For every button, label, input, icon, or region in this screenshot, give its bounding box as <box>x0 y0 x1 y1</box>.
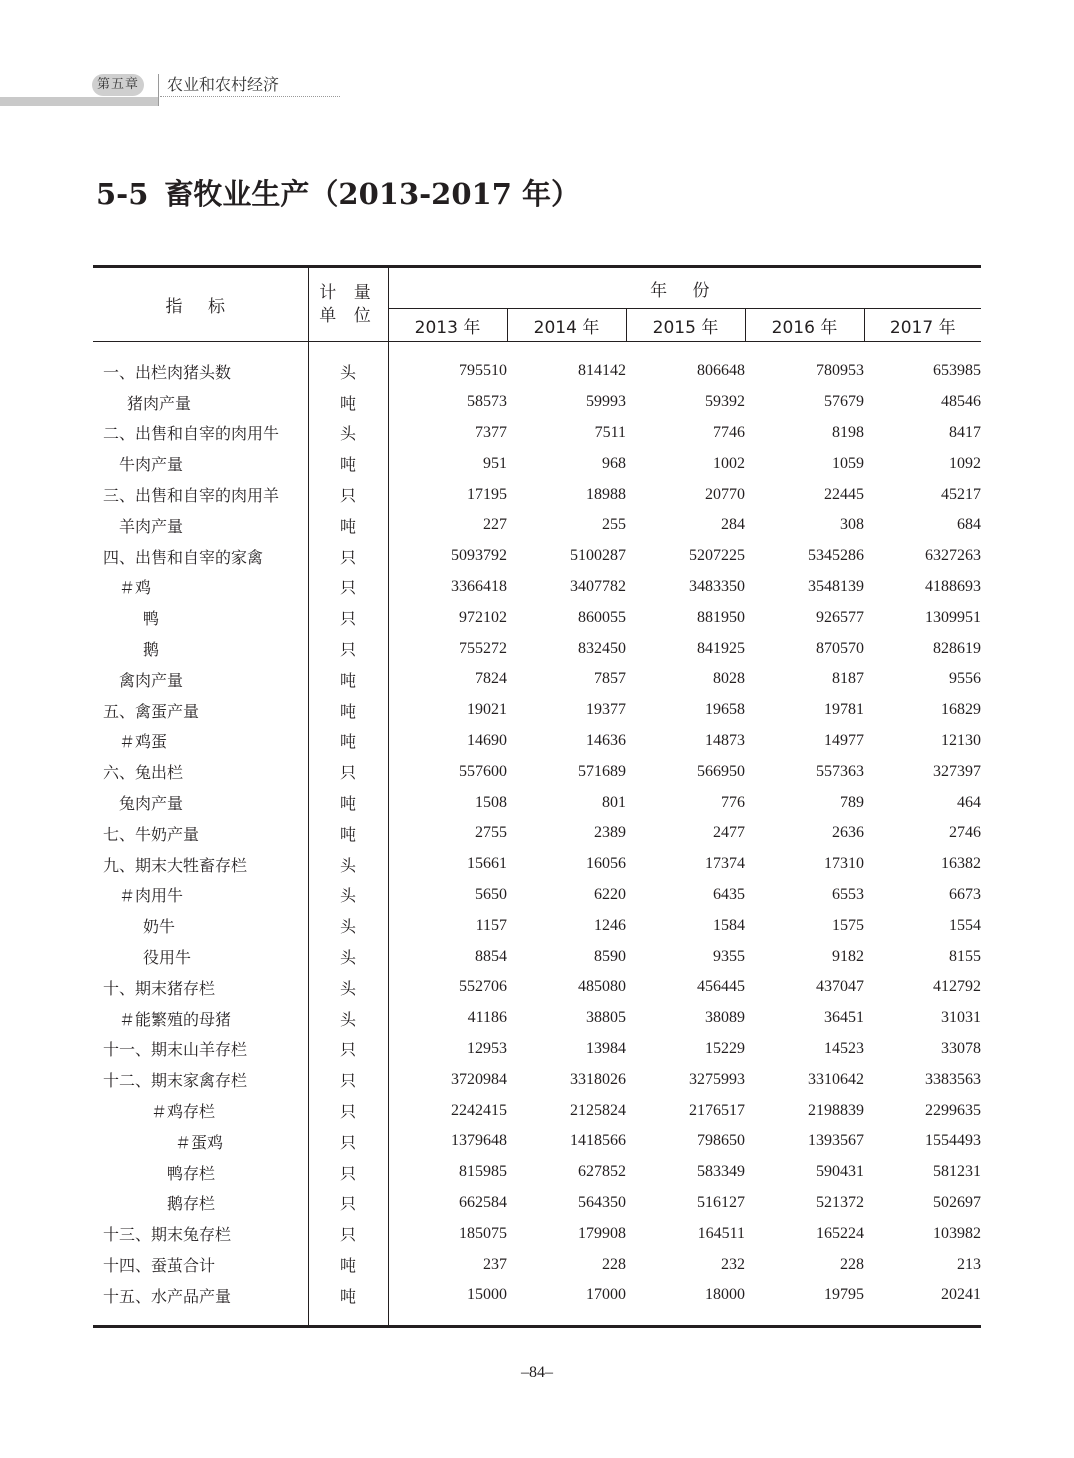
row-label: ＃鸡存栏 <box>93 1095 308 1126</box>
row-unit: 只 <box>308 1126 388 1157</box>
row-unit: 只 <box>308 479 388 510</box>
cell-value: 6327263 <box>925 547 982 565</box>
cell-value: 17310 <box>824 855 864 873</box>
table-row <box>93 880 981 911</box>
cell-value: 870570 <box>816 639 864 657</box>
cell-value: 7511 <box>594 423 626 441</box>
cell-value: 20770 <box>705 485 745 503</box>
cell-value: 2176517 <box>689 1101 745 1119</box>
cell-value: 841925 <box>697 639 745 657</box>
cell-value: 3483350 <box>689 577 745 595</box>
cell-value: 1092 <box>949 454 982 472</box>
table-row <box>93 1095 981 1126</box>
cell-value: 237 <box>483 1255 507 1273</box>
row-label: ＃蛋鸡 <box>93 1126 308 1157</box>
cell-value: 464 <box>957 793 982 811</box>
row-label: 十五、水产品产量 <box>93 1280 308 1311</box>
cell-value: 795510 <box>459 362 507 380</box>
cell-value: 16829 <box>941 701 982 719</box>
cell-value: 2477 <box>713 824 745 842</box>
row-unit: 只 <box>308 541 388 572</box>
page-title <box>96 172 580 216</box>
cell-value: 213 <box>957 1255 982 1273</box>
cell-value: 14523 <box>824 1039 864 1057</box>
cell-value: 5207225 <box>689 547 745 565</box>
cell-value: 581231 <box>933 1163 982 1181</box>
year-header: 2016 年 <box>745 309 864 342</box>
cell-value: 308 <box>840 516 864 534</box>
cell-value: 41186 <box>467 1009 507 1027</box>
cell-value: 17000 <box>586 1286 626 1304</box>
cell-value: 14977 <box>824 731 864 749</box>
row-label: 鸭存栏 <box>93 1157 308 1188</box>
cell-value: 860055 <box>578 608 626 626</box>
cell-value: 1309951 <box>925 608 982 626</box>
cell-value: 456445 <box>697 978 745 996</box>
cell-value: 776 <box>721 793 745 811</box>
row-label: 十、期末猪存栏 <box>93 972 308 1003</box>
cell-value: 20241 <box>941 1286 982 1304</box>
cell-value: 255 <box>602 516 626 534</box>
table-row <box>93 1218 981 1249</box>
cell-value: 3548139 <box>808 577 864 595</box>
cell-value: 815985 <box>459 1163 507 1181</box>
cell-value: 2746 <box>949 824 982 842</box>
cell-value: 951 <box>483 454 507 472</box>
cell-value: 12130 <box>941 731 982 749</box>
table-row <box>93 356 981 387</box>
livestock-table <box>93 265 981 1325</box>
cell-value: 19781 <box>824 701 864 719</box>
cell-value: 48546 <box>941 393 982 411</box>
cell-value: 16056 <box>586 855 626 873</box>
cell-value: 564350 <box>578 1193 626 1211</box>
cell-value: 59392 <box>705 393 745 411</box>
cell-value: 12953 <box>467 1039 507 1057</box>
table-row <box>93 1188 981 1219</box>
column-header-unit <box>308 267 388 342</box>
cell-value: 45217 <box>941 485 982 503</box>
table-row <box>93 1003 981 1034</box>
row-unit: 吨 <box>308 387 388 418</box>
cell-value: 1418566 <box>570 1132 626 1150</box>
cell-value: 2299635 <box>925 1101 982 1119</box>
cell-value: 3275993 <box>689 1070 745 1088</box>
cell-value: 7824 <box>475 670 507 688</box>
cell-value: 684 <box>957 516 982 534</box>
cell-value: 521372 <box>816 1193 864 1211</box>
cell-value: 1002 <box>713 454 745 472</box>
cell-value: 2242415 <box>451 1101 507 1119</box>
table-row <box>93 849 981 880</box>
row-label: 鹅存栏 <box>93 1188 308 1219</box>
table-row <box>93 787 981 818</box>
cell-value: 8028 <box>713 670 745 688</box>
table-row <box>93 664 981 695</box>
row-label: 三、出售和自宰的肉用羊 <box>93 479 308 510</box>
cell-value: 15661 <box>467 855 507 873</box>
row-unit: 吨 <box>308 510 388 541</box>
row-unit: 头 <box>308 356 388 387</box>
cell-value: 5093792 <box>451 547 507 565</box>
cell-value: 19377 <box>586 701 626 719</box>
cell-value: 227 <box>483 516 507 534</box>
cell-value: 103982 <box>933 1224 982 1242</box>
table-row <box>93 541 981 572</box>
chapter-title: 农业和农村经济 <box>167 75 280 94</box>
table-row <box>93 1249 981 1280</box>
row-label: 猪肉产量 <box>93 387 308 418</box>
row-unit: 头 <box>308 941 388 972</box>
cell-value: 1554493 <box>925 1132 982 1150</box>
row-label: 奶牛 <box>93 910 308 941</box>
cell-value: 8198 <box>832 423 864 441</box>
cell-value: 19795 <box>824 1286 864 1304</box>
cell-value: 232 <box>721 1255 745 1273</box>
cell-value: 2198839 <box>808 1101 864 1119</box>
cell-value: 502697 <box>933 1193 982 1211</box>
table-row <box>93 1280 981 1311</box>
table-row <box>93 1064 981 1095</box>
row-unit: 吨 <box>308 664 388 695</box>
cell-value: 2755 <box>475 824 507 842</box>
row-label: ＃能繁殖的母猪 <box>93 1003 308 1034</box>
cell-value: 881950 <box>697 608 745 626</box>
cell-value: 33078 <box>941 1039 982 1057</box>
row-unit: 吨 <box>308 695 388 726</box>
chapter-badge: 第五章 <box>92 74 144 96</box>
cell-value: 412792 <box>933 978 982 996</box>
cell-value: 2389 <box>594 824 626 842</box>
table-row <box>93 1126 981 1157</box>
cell-value: 780953 <box>816 362 864 380</box>
cell-value: 8417 <box>949 423 982 441</box>
row-unit: 只 <box>308 1188 388 1219</box>
cell-value: 806648 <box>697 362 745 380</box>
row-label: 五、禽蛋产量 <box>93 695 308 726</box>
row-unit: 只 <box>308 572 388 603</box>
cell-value: 165224 <box>816 1224 864 1242</box>
cell-value: 8187 <box>832 670 864 688</box>
header-divider <box>158 74 159 106</box>
row-unit: 头 <box>308 910 388 941</box>
header-bar <box>0 97 158 106</box>
row-label: 一、出栏肉猪头数 <box>93 356 308 387</box>
cell-value: 6220 <box>594 885 626 903</box>
cell-value: 2636 <box>832 824 864 842</box>
cell-value: 5100287 <box>570 547 626 565</box>
header-dotted-rule <box>160 96 340 97</box>
cell-value: 14873 <box>705 731 745 749</box>
cell-value: 972102 <box>459 608 507 626</box>
row-unit: 头 <box>308 880 388 911</box>
row-unit: 头 <box>308 418 388 449</box>
cell-value: 16382 <box>941 855 982 873</box>
row-label: 役用牛 <box>93 941 308 972</box>
cell-value: 583349 <box>697 1163 745 1181</box>
cell-value: 557363 <box>816 762 864 780</box>
cell-value: 5650 <box>475 885 507 903</box>
cell-value: 38805 <box>586 1009 626 1027</box>
cell-value: 9355 <box>713 947 745 965</box>
cell-value: 662584 <box>459 1193 507 1211</box>
cell-value: 571689 <box>578 762 626 780</box>
row-label: 七、牛奶产量 <box>93 818 308 849</box>
cell-value: 9556 <box>949 670 982 688</box>
table-row <box>93 479 981 510</box>
cell-value: 18988 <box>586 485 626 503</box>
row-label: 兔肉产量 <box>93 787 308 818</box>
table-row <box>93 1157 981 1188</box>
table-row <box>93 972 981 1003</box>
table-row <box>93 510 981 541</box>
row-label: 十一、期末山羊存栏 <box>93 1034 308 1065</box>
row-label: 鸭 <box>93 602 308 633</box>
table-row <box>93 1034 981 1065</box>
cell-value: 185075 <box>459 1224 507 1242</box>
cell-value: 7377 <box>475 423 507 441</box>
cell-value: 164511 <box>697 1224 745 1242</box>
row-unit: 头 <box>308 972 388 1003</box>
unit-header-line2: 单 位 <box>319 305 377 326</box>
row-label: 牛肉产量 <box>93 448 308 479</box>
cell-value: 3366418 <box>451 577 507 595</box>
cell-value: 828619 <box>933 639 982 657</box>
cell-value: 437047 <box>816 978 864 996</box>
row-label: ＃肉用牛 <box>93 880 308 911</box>
cell-value: 13984 <box>586 1039 626 1057</box>
row-unit: 吨 <box>308 1249 388 1280</box>
row-label: ＃鸡蛋 <box>93 726 308 757</box>
cell-value: 814142 <box>578 362 626 380</box>
cell-value: 1393567 <box>808 1132 864 1150</box>
cell-value: 5345286 <box>808 547 864 565</box>
table-row <box>93 572 981 603</box>
row-label: 九、期末大牲畜存栏 <box>93 849 308 880</box>
row-unit: 吨 <box>308 726 388 757</box>
cell-value: 15000 <box>467 1286 507 1304</box>
cell-value: 1246 <box>594 916 626 934</box>
row-label: 六、兔出栏 <box>93 756 308 787</box>
table-row <box>93 910 981 941</box>
cell-value: 31031 <box>941 1009 982 1027</box>
table-row <box>93 695 981 726</box>
cell-value: 1059 <box>832 454 864 472</box>
cell-value: 1157 <box>475 916 507 934</box>
cell-value: 755272 <box>459 639 507 657</box>
row-unit: 吨 <box>308 1280 388 1311</box>
cell-value: 3310642 <box>808 1070 864 1088</box>
cell-value: 4188693 <box>925 577 982 595</box>
row-label: 羊肉产量 <box>93 510 308 541</box>
cell-value: 59993 <box>586 393 626 411</box>
cell-value: 38089 <box>705 1009 745 1027</box>
cell-value: 798650 <box>697 1132 745 1150</box>
cell-value: 58573 <box>467 393 507 411</box>
row-unit: 只 <box>308 1218 388 1249</box>
cell-value: 801 <box>602 793 626 811</box>
cell-value: 228 <box>602 1255 626 1273</box>
cell-value: 8854 <box>475 947 507 965</box>
cell-value: 15229 <box>705 1039 745 1057</box>
cell-value: 485080 <box>578 978 626 996</box>
cell-value: 18000 <box>705 1286 745 1304</box>
row-unit: 只 <box>308 756 388 787</box>
table-bottom-rule <box>93 1325 981 1328</box>
cell-value: 1379648 <box>451 1132 507 1150</box>
cell-value: 2125824 <box>570 1101 626 1119</box>
cell-value: 22445 <box>824 485 864 503</box>
year-header: 2015 年 <box>626 309 745 342</box>
table-row <box>93 387 981 418</box>
table-row <box>93 726 981 757</box>
table-row <box>93 633 981 664</box>
cell-value: 19021 <box>467 701 507 719</box>
cell-value: 3407782 <box>570 577 626 595</box>
cell-value: 7746 <box>713 423 745 441</box>
cell-value: 57679 <box>824 393 864 411</box>
row-unit: 只 <box>308 1095 388 1126</box>
cell-value: 8590 <box>594 947 626 965</box>
row-unit: 吨 <box>308 818 388 849</box>
row-unit: 只 <box>308 1064 388 1095</box>
cell-value: 590431 <box>816 1163 864 1181</box>
cell-value: 1575 <box>832 916 864 934</box>
cell-value: 7857 <box>594 670 626 688</box>
page-number: –84– <box>521 1364 553 1381</box>
table-row <box>93 448 981 479</box>
table-title: 畜牧业生产（2013-2017 年） <box>164 177 580 211</box>
row-unit: 只 <box>308 1034 388 1065</box>
row-unit: 只 <box>308 602 388 633</box>
row-unit: 头 <box>308 1003 388 1034</box>
cell-value: 1508 <box>475 793 507 811</box>
cell-value: 6435 <box>713 885 745 903</box>
cell-value: 17195 <box>467 485 507 503</box>
cell-value: 968 <box>602 454 626 472</box>
cell-value: 832450 <box>578 639 626 657</box>
cell-value: 14690 <box>467 731 507 749</box>
cell-value: 8155 <box>949 947 982 965</box>
cell-value: 653985 <box>933 362 982 380</box>
cell-value: 1554 <box>949 916 982 934</box>
cell-value: 6553 <box>832 885 864 903</box>
table-row <box>93 602 981 633</box>
cell-value: 228 <box>840 1255 864 1273</box>
table-row <box>93 941 981 972</box>
cell-value: 926577 <box>816 608 864 626</box>
table-row <box>93 756 981 787</box>
cell-value: 3383563 <box>925 1070 982 1088</box>
cell-value: 17374 <box>705 855 745 873</box>
cell-value: 327397 <box>933 762 982 780</box>
column-header-indicator: 指 标 <box>93 267 308 342</box>
column-header-years: 年 份 <box>388 267 981 309</box>
cell-value: 14636 <box>586 731 626 749</box>
cell-value: 1584 <box>713 916 745 934</box>
year-header: 2017 年 <box>864 309 981 342</box>
row-label: 禽肉产量 <box>93 664 308 695</box>
cell-value: 179908 <box>578 1224 626 1242</box>
cell-value: 557600 <box>459 762 507 780</box>
row-unit: 头 <box>308 849 388 880</box>
row-label: 十三、期末兔存栏 <box>93 1218 308 1249</box>
row-label: 二、出售和自宰的肉用牛 <box>93 418 308 449</box>
row-unit: 吨 <box>308 787 388 818</box>
table-row <box>93 418 981 449</box>
row-unit: 只 <box>308 1157 388 1188</box>
cell-value: 6673 <box>949 885 982 903</box>
cell-value: 516127 <box>697 1193 745 1211</box>
row-label: 十四、蚕茧合计 <box>93 1249 308 1280</box>
cell-value: 789 <box>840 793 864 811</box>
cell-value: 3318026 <box>570 1070 626 1088</box>
unit-header-line1: 计 量 <box>319 282 377 303</box>
cell-value: 284 <box>721 516 745 534</box>
cell-value: 9182 <box>832 947 864 965</box>
cell-value: 36451 <box>824 1009 864 1027</box>
row-label: ＃鸡 <box>93 572 308 603</box>
table-number: 5-5 <box>96 177 149 211</box>
row-label: 四、出售和自宰的家禽 <box>93 541 308 572</box>
table-row <box>93 818 981 849</box>
row-label: 十二、期末家禽存栏 <box>93 1064 308 1095</box>
row-unit: 只 <box>308 633 388 664</box>
cell-value: 552706 <box>459 978 507 996</box>
cell-value: 566950 <box>697 762 745 780</box>
row-unit: 吨 <box>308 448 388 479</box>
row-label: 鹅 <box>93 633 308 664</box>
cell-value: 3720984 <box>451 1070 507 1088</box>
year-header: 2013 年 <box>388 309 507 342</box>
cell-value: 19658 <box>705 701 745 719</box>
cell-value: 627852 <box>578 1163 626 1181</box>
year-header: 2014 年 <box>507 309 626 342</box>
